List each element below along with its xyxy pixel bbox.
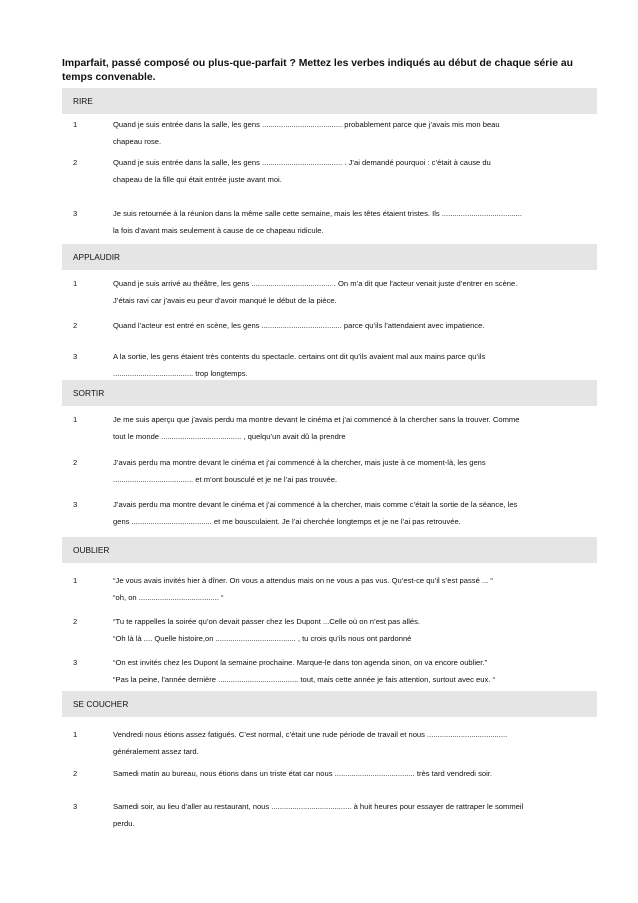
item-line-2: perdu. [113, 818, 135, 828]
item-text [113, 412, 593, 445]
item-text [113, 276, 593, 309]
item-text [113, 497, 593, 530]
exercise-item [62, 117, 597, 150]
item-line-1: Samedi matin au bureau, nous étions dans un triste état car nous ...................................... très tard vendredi soir. [113, 769, 493, 778]
section-verb: SE COUCHER [73, 699, 129, 709]
item-text [113, 573, 593, 606]
section-header-applaudir [62, 244, 597, 270]
item-text [113, 155, 593, 188]
item-line-1: “On est invités chez les Dupont la semaine prochaine. Marque-le dans ton agenda sinon, on va encore oublier.” [113, 658, 488, 667]
item-line-2: J’étais ravi car j’avais eu peur d’avoir manqué le début de la pièce. [113, 295, 337, 305]
item-number: 3 [73, 352, 78, 361]
exercise-item [62, 318, 597, 335]
section-verb: APPLAUDIR [73, 252, 121, 262]
item-number: 2 [73, 458, 78, 467]
exercise-item [62, 276, 597, 309]
item-line-2: généralement assez tard. [113, 746, 199, 756]
item-number: 1 [73, 576, 78, 585]
item-line-2: chapeau rose. [113, 136, 162, 146]
item-number: 3 [73, 500, 78, 509]
item-line-1: Quand je suis entrée dans la salle, les gens ...................................... probablement parce que j’avais mis mon beau [113, 120, 500, 129]
item-text [113, 349, 593, 382]
item-text [113, 206, 593, 239]
item-line-1: “Tu te rappelles la soirée qu’on devait passer chez les Dupont ...Celle où on n’est pas allés. [113, 617, 421, 626]
exercise-item [62, 412, 597, 445]
item-line-1: A la sortie, les gens étaient très contents du spectacle. certains ont dit qu’ils avaient mal aux mains parce qu’ils [113, 352, 486, 361]
item-number: 1 [73, 415, 78, 424]
item-text [113, 799, 593, 832]
exercise-item [62, 155, 597, 188]
exercise-item [62, 766, 597, 783]
item-line-1: Samedi soir, au lieu d’aller au restaurant, nous ...................................... à huit heures pour essayer de rattraper le sommeil [113, 802, 524, 811]
item-number: 1 [73, 120, 78, 129]
item-line-1: Quand je suis entrée dans la salle, les gens ...................................... . J’ai demandé pourquoi : c’était à cause du [113, 158, 491, 167]
item-line-1: Je me suis aperçu que j’avais perdu ma montre devant le cinéma et j’ai commencé à la chercher sans la trouver. Comme [113, 415, 520, 424]
item-text [113, 727, 593, 760]
item-line-2: ...................................... trop longtemps. [113, 368, 248, 378]
exercise-item [62, 497, 597, 530]
item-line-1: J’avais perdu ma montre devant le cinéma et j’ai commencé à la chercher, mais juste à ce moment-là, les gens [113, 458, 486, 467]
item-number: 1 [73, 279, 78, 288]
item-number: 2 [73, 617, 78, 626]
item-number: 2 [73, 769, 78, 778]
item-number: 1 [73, 730, 78, 739]
item-number: 3 [73, 802, 78, 811]
section-verb: SORTIR [73, 388, 105, 398]
item-line-1: Quand l’acteur est entré en scène, les gens ...................................... parce qu’ils l’attendaient avec impatience. [113, 321, 485, 330]
exercise-item [62, 799, 597, 832]
item-line-2: gens ...................................... et me bousculaient. Je l’ai cherchée longtemps et je ne l’ai pas retrouvée. [113, 516, 461, 526]
item-number: 2 [73, 321, 78, 330]
item-text [113, 655, 593, 688]
exercise-item [62, 727, 597, 760]
item-number: 2 [73, 158, 78, 167]
item-number: 3 [73, 658, 78, 667]
section-verb: OUBLIER [73, 545, 110, 555]
item-line-2: “oh, on ...................................... “ [113, 592, 224, 602]
item-text [113, 318, 593, 335]
item-line-2: la fois d’avant mais seulement à cause de ce chapeau ridicule. [113, 225, 324, 235]
section-header-oublier [62, 537, 597, 563]
exercise-item [62, 655, 597, 688]
exercise-item [62, 206, 597, 239]
exercise-item [62, 455, 597, 488]
item-line-2: chapeau de la fille qui était entrée juste avant moi. [113, 174, 282, 184]
exercise-item [62, 573, 597, 606]
page-title: Imparfait, passé composé ou plus-que-parfait ? Mettez les verbes indiqués au début de chaque série au temps convenable. [62, 58, 573, 83]
item-number: 3 [73, 209, 78, 218]
item-line-2: “Oh là là .... Quelle histoire,on ...................................... , tu crois qu’ils nous ont pardonné [113, 633, 412, 643]
exercise-item [62, 614, 597, 647]
item-line-2: tout le monde ...................................... , quelqu’un avait dû la prendre [113, 431, 346, 441]
section-header-sortir [62, 380, 597, 406]
section-verb: RIRE [73, 96, 93, 106]
item-line-2: ...................................... et m’ont bousculé et je ne l’ai pas trouvée. [113, 474, 338, 484]
item-text [113, 766, 593, 783]
item-text [113, 117, 593, 150]
item-line-1: “Je vous avais invités hier à dîner. On vous a attendus mais on ne vous a pas vus. Qu’est-ce qu’il s’est passé ... “ [113, 576, 493, 585]
item-line-1: Quand je suis arrivé au théâtre, les gens ...................................... . On m’a dit que l’acteur venait juste d’entrer en scène. [113, 279, 518, 288]
item-line-1: Je suis retournée à la réunion dans la même salle cette semaine, mais les têtes étaient tristes. Ils ...................................... [113, 209, 522, 218]
item-text [113, 614, 593, 647]
item-line-1: Vendredi nous étions assez fatigués. C’est normal, c’était une rude période de travail et nous ...................................... [113, 730, 508, 739]
item-text [113, 455, 593, 488]
section-header-rire [62, 88, 597, 114]
section-header-se-coucher [62, 691, 597, 717]
item-line-1: J’avais perdu ma montre devant le cinéma et j’ai commencé à la chercher, mais comme c’était la sortie de la séance, les [113, 500, 518, 509]
item-line-2: “Pas la peine, l’année dernière ...................................... tout, mais cette année je fais attention, surtout avec eux. “ [113, 674, 495, 684]
exercise-item [62, 349, 597, 382]
